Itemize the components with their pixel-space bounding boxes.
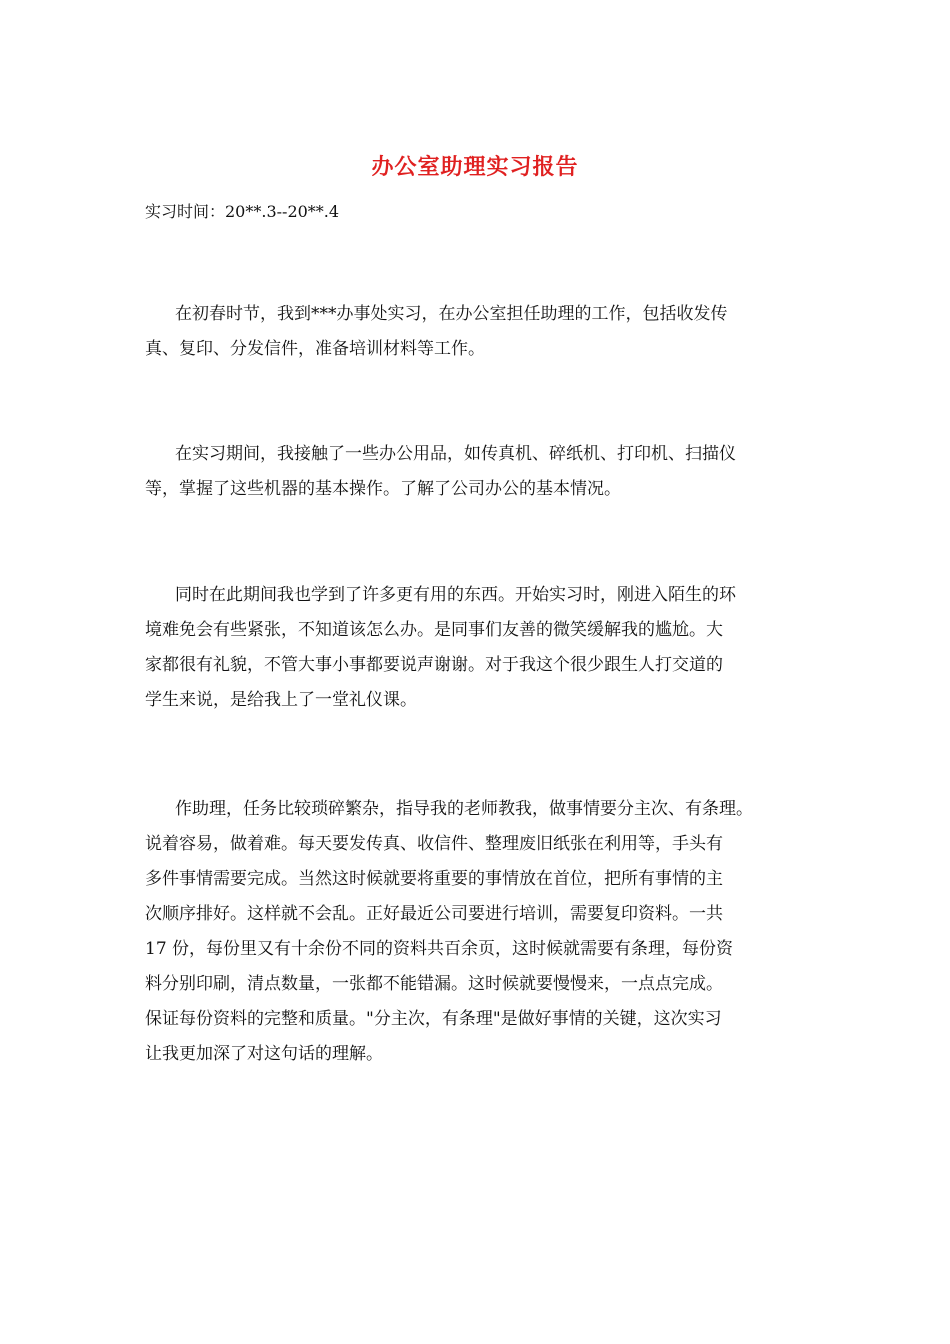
document-title: 办公室助理实习报告: [371, 154, 579, 180]
paragraph-line: 真、复印、分发信件，准备培训材料等工作。: [145, 339, 485, 359]
paragraph-line: 同时在此期间我也学到了许多更有用的东西。开始实习时，刚进入陌生的环: [175, 585, 736, 605]
paragraph-line: 等，掌握了这些机器的基本操作。了解了公司办公的基本情况。: [145, 479, 621, 499]
paragraph-1: [145, 297, 810, 367]
paragraph-line: 料分别印刷，清点数量，一张都不能错漏。这时候就要慢慢来，一点点完成。: [145, 974, 723, 994]
paragraph-3: [145, 578, 810, 718]
paragraph-2: [145, 437, 810, 507]
paragraph-line: 多件事情需要完成。当然这时候就要将重要的事情放在首位，把所有事情的主: [145, 869, 723, 889]
paragraph-line: 在初春时节，我到***办事处实习，在办公室担任助理的工作，包括收发传: [175, 304, 728, 324]
internship-period: 实习时间：20**.3--20**.4: [145, 202, 340, 221]
paragraph-line: 学生来说，是给我上了一堂礼仪课。: [145, 690, 417, 710]
paragraph-4: [145, 792, 810, 1072]
paragraph-line: 境难免会有些紧张，不知道该怎么办。是同事们友善的微笑缓解我的尴尬。大: [145, 620, 723, 640]
paragraph-line: 次顺序排好。这样就不会乱。正好最近公司要进行培训，需要复印资料。一共: [145, 904, 723, 924]
paragraph-line: 保证每份资料的完整和质量。"分主次，有条理"是做好事情的关键，这次实习: [145, 1009, 722, 1029]
paragraph-line: 说着容易，做着难。每天要发传真、收信件、整理废旧纸张在利用等，手头有: [145, 834, 723, 854]
paragraph-line: 17 份，每份里又有十余份不同的资料共百余页，这时候就需要有条理，每份资: [145, 939, 734, 959]
paragraph-line: 让我更加深了对这句话的理解。: [145, 1044, 383, 1064]
paragraph-line: 作助理，任务比较琐碎繁杂，指导我的老师教我，做事情要分主次、有条理。: [175, 799, 753, 819]
paragraph-line: 家都很有礼貌，不管大事小事都要说声谢谢。对于我这个很少跟生人打交道的: [145, 655, 723, 675]
paragraph-line: 在实习期间，我接触了一些办公用品，如传真机、碎纸机、打印机、扫描仪: [175, 444, 736, 464]
